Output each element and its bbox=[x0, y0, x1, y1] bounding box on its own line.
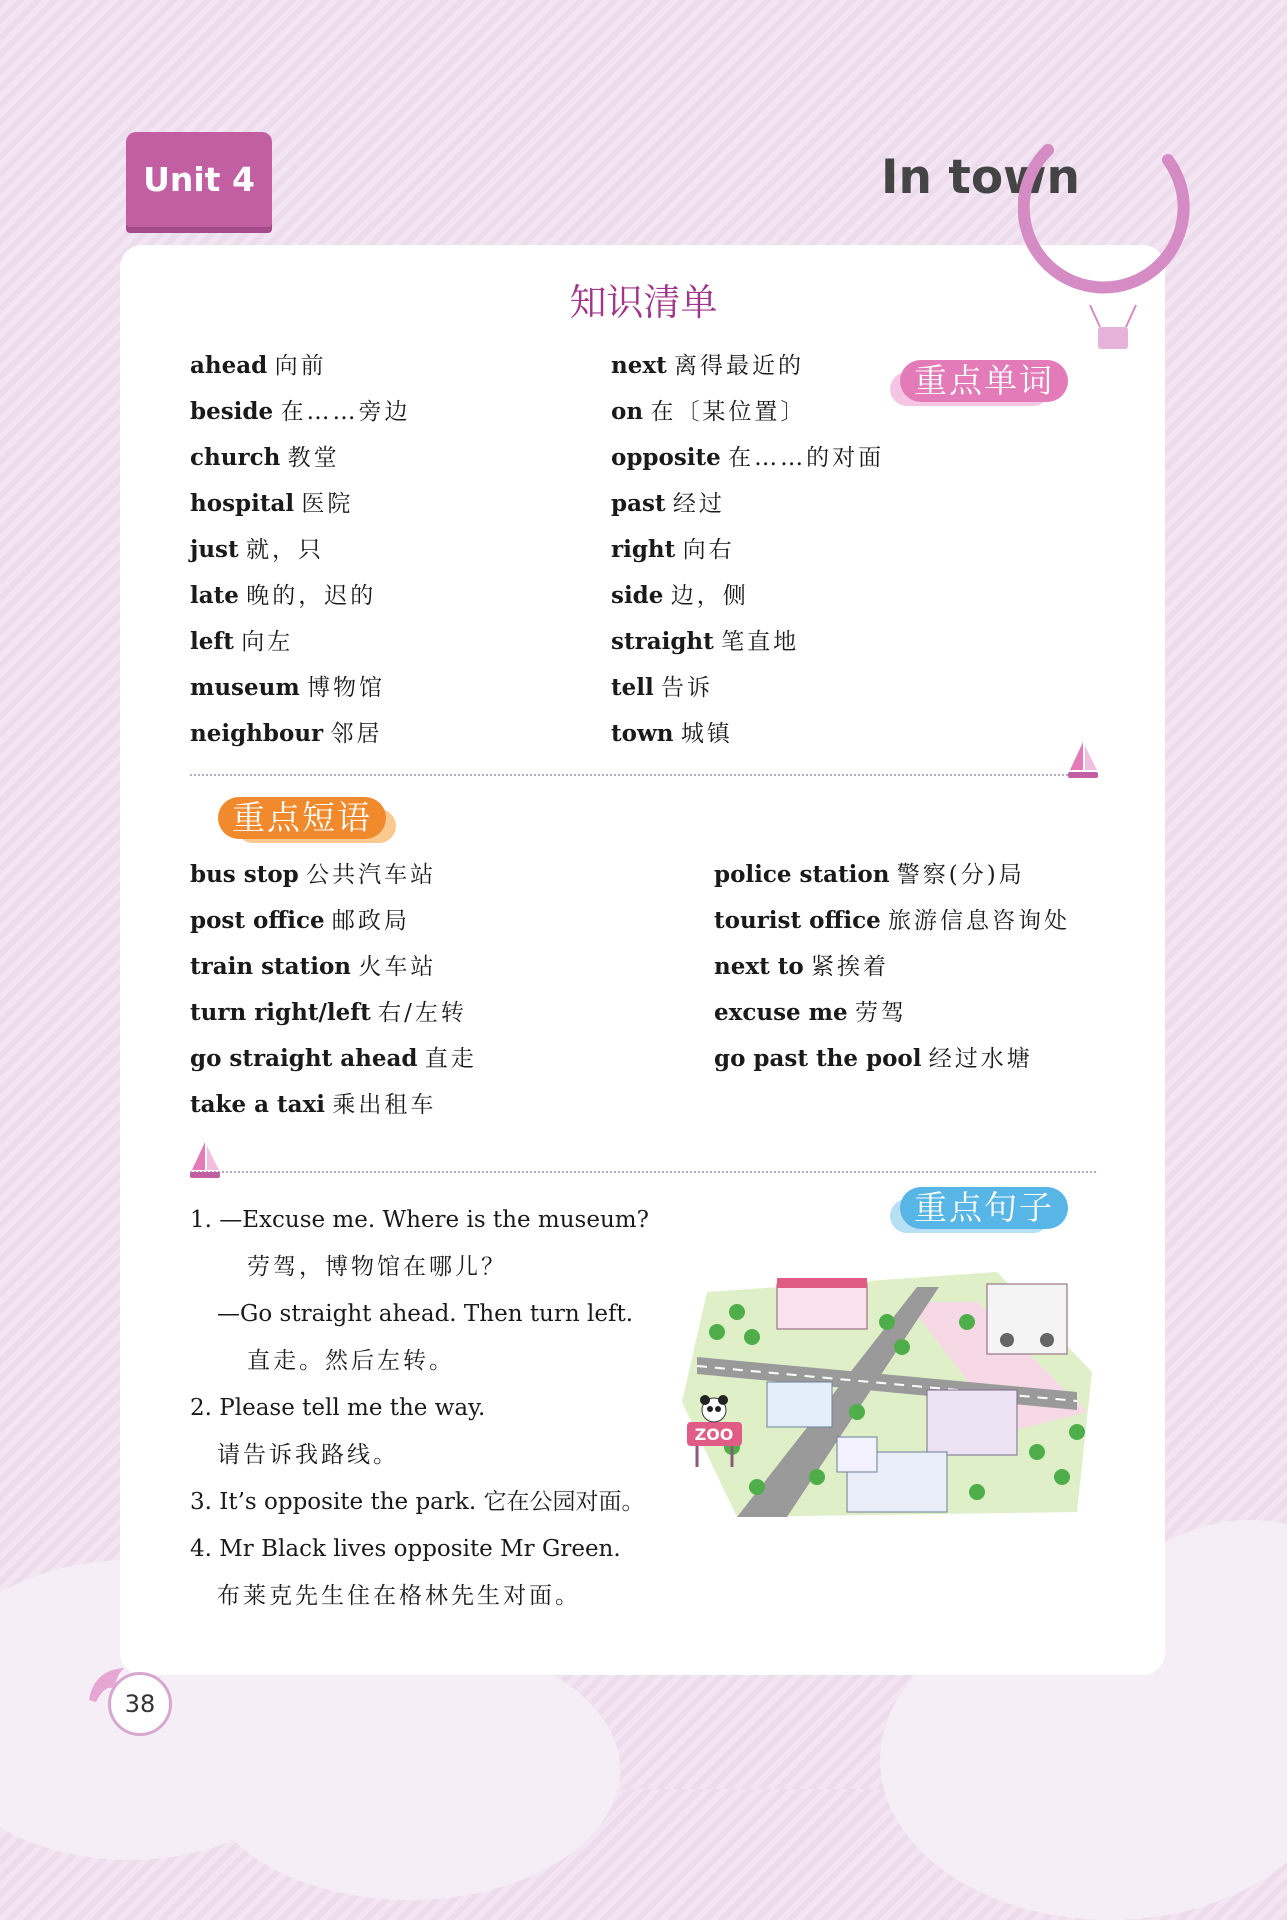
list-item: side 边，侧 bbox=[611, 582, 749, 609]
section-title: 知识清单 bbox=[569, 281, 718, 324]
sentence-2: 2. Please tell me the way. bbox=[190, 1395, 486, 1421]
list-item: museum 博物馆 bbox=[190, 674, 386, 701]
list-item: on 在〔某位置〕 bbox=[611, 398, 807, 425]
list-item: bus stop 公共汽车站 bbox=[190, 861, 437, 888]
sentence-4-translation: 布莱克先生住在格林先生对面。 bbox=[217, 1583, 581, 1609]
page-number: 38 bbox=[108, 1672, 172, 1736]
list-item: tell 告诉 bbox=[611, 674, 714, 701]
list-item: next 离得最近的 bbox=[611, 352, 805, 379]
cloud-decoration bbox=[200, 1640, 620, 1900]
sentence-1-question: 1. —Excuse me. Where is the museum? bbox=[190, 1207, 649, 1233]
phrases-left-column bbox=[190, 852, 477, 1128]
sentence-1-question-translation: 劳驾，博物馆在哪儿？ bbox=[247, 1254, 507, 1280]
list-item: church 教堂 bbox=[190, 444, 340, 471]
list-item: tourist office 旅游信息咨询处 bbox=[714, 907, 1071, 934]
words-left-column bbox=[190, 343, 410, 757]
list-item: hospital 医院 bbox=[190, 490, 354, 517]
list-item: take a taxi 乘出租车 bbox=[190, 1091, 437, 1118]
sailboat-icon bbox=[188, 1140, 222, 1180]
list-item: neighbour 邻居 bbox=[190, 720, 383, 747]
list-item: late 晚的，迟的 bbox=[190, 582, 377, 609]
list-item: left 向左 bbox=[190, 628, 294, 655]
town-map-illustration bbox=[677, 1262, 1097, 1522]
section-divider bbox=[190, 768, 1096, 776]
list-item: turn right/left 右/左转 bbox=[190, 999, 467, 1026]
list-item: past 经过 bbox=[611, 490, 725, 517]
sentences-list bbox=[190, 1197, 690, 1620]
sailboat-icon bbox=[1066, 740, 1100, 780]
words-right-column bbox=[611, 343, 884, 757]
sentence-1-answer: —Go straight ahead. Then turn left. bbox=[217, 1301, 634, 1327]
list-item: straight 笔直地 bbox=[611, 628, 800, 655]
list-item: train station 火车站 bbox=[190, 953, 437, 980]
list-item: next to 紧挨着 bbox=[714, 953, 889, 980]
list-item: go past the pool 经过水塘 bbox=[714, 1045, 1033, 1072]
list-item: ahead 向前 bbox=[190, 352, 327, 379]
unit-title: In town bbox=[881, 150, 1080, 205]
list-item: police station 警察(分)局 bbox=[714, 861, 1025, 888]
list-item: beside 在……旁边 bbox=[190, 398, 411, 425]
key-sentences-badge: 重点句子 bbox=[900, 1187, 1068, 1229]
list-item: just 就，只 bbox=[190, 536, 324, 563]
list-item: go straight ahead 直走 bbox=[190, 1045, 477, 1072]
key-words-badge: 重点单词 bbox=[900, 360, 1068, 402]
list-item: right 向右 bbox=[611, 536, 735, 563]
list-item: excuse me 劳驾 bbox=[714, 999, 907, 1026]
list-item: post office 邮政局 bbox=[190, 907, 410, 934]
sentence-1-answer-translation: 直走。然后左转。 bbox=[247, 1348, 455, 1374]
zoo-sign: ZOO bbox=[694, 1425, 734, 1444]
sentence-3: 3. It’s opposite the park. 它在公园对面。 bbox=[190, 1489, 645, 1515]
key-phrases-badge: 重点短语 bbox=[218, 797, 386, 839]
list-item: opposite 在……的对面 bbox=[611, 444, 885, 471]
phrases-right-column bbox=[714, 852, 1070, 1082]
sentence-4: 4. Mr Black lives opposite Mr Green. bbox=[190, 1536, 621, 1562]
unit-label: Unit 4 bbox=[126, 132, 272, 227]
sentence-2-translation: 请告诉我路线。 bbox=[217, 1442, 399, 1468]
section-divider bbox=[190, 1165, 1096, 1173]
list-item: town 城镇 bbox=[611, 720, 733, 747]
